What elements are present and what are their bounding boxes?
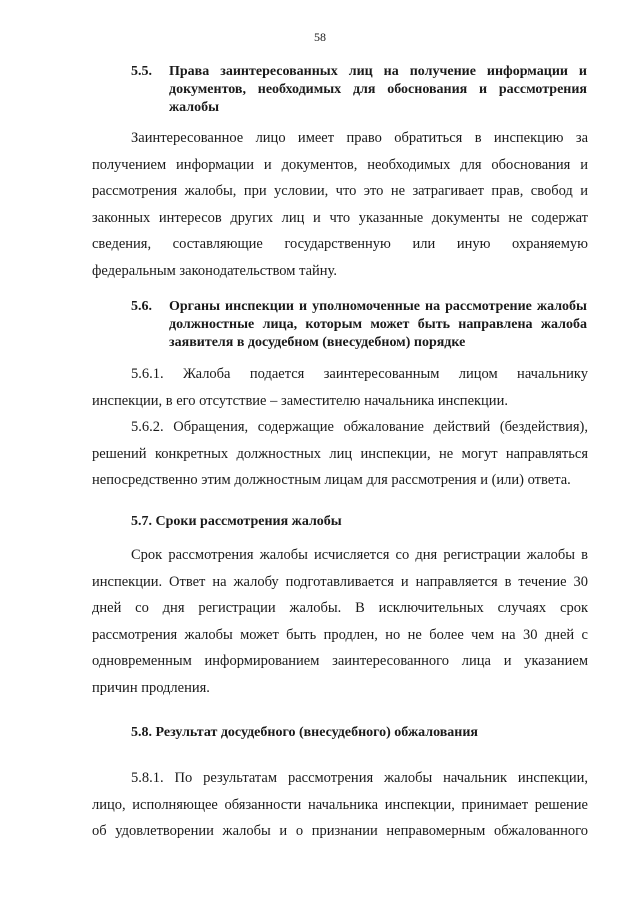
paragraph-line: дней со дня регистрации жалобы. В исключительных случаях срок: [92, 600, 588, 616]
section-number: 5.6.: [131, 299, 152, 314]
section-title: Органы инспекции и уполномоченные на рассмотрение жалобы должностные лица, которым может быть направлена жалоба заявителя в досудебном (внесудебном) порядке: [169, 299, 587, 350]
paragraph-line: инспекции. Ответ на жалобу подготавливается и направляется в течение 30: [92, 573, 588, 590]
paragraph-line: 5.6.2. Обращения, содержащие обжалование действий (бездействия),: [131, 419, 588, 435]
paragraph-line: об удовлетворении жалобы и о признании неправомерным обжалованного: [92, 823, 588, 839]
section-number: 5.5.: [131, 64, 152, 79]
section-5-7-paragraph: [92, 542, 588, 701]
section-5-5-paragraph: [92, 125, 588, 284]
paragraph-line: получением информации и документов, необходимых для обоснования и: [92, 156, 588, 173]
paragraph-line: сведения, составляющие государственную или иную охраняемую: [92, 236, 588, 252]
paragraph-line: федеральным законодательством тайну.: [92, 262, 337, 279]
section-title: Права заинтересованных лиц на получение информации и документов, необходимых для обоснования и рассмотрения жалобы: [169, 64, 587, 115]
paragraph-line: законных интересов других лиц и что указанные документы не содержат: [92, 209, 588, 226]
section-5-6-heading: [131, 298, 587, 352]
section-5-5-heading: [131, 63, 587, 117]
paragraph-line: решений конкретных должностных лиц инспекции, не могут направляться: [92, 445, 588, 462]
paragraph-line: причин продления.: [92, 679, 210, 696]
paragraph-line: непосредственно этим должностным лицам для рассмотрения и (или) ответа.: [92, 472, 571, 488]
section-5-6-1-paragraph: [92, 361, 588, 414]
paragraph-line: Срок рассмотрения жалобы исчисляется со дня регистрации жалобы в: [131, 547, 588, 563]
paragraph-line: 5.6.1. Жалоба подается заинтересованным лицом начальнику: [131, 366, 588, 382]
section-5-8-heading: 5.8. Результат досудебного (внесудебного) обжалования: [131, 725, 479, 740]
section-5-7-heading: 5.7. Сроки рассмотрения жалобы: [131, 514, 342, 529]
paragraph-line: Заинтересованное лицо имеет право обратиться в инспекцию за: [131, 130, 588, 146]
paragraph-line: рассмотрения жалобы, при условии, что это не затрагивает прав, свобод и: [92, 183, 588, 199]
page-number: 58: [314, 30, 326, 44]
paragraph-line: инспекции, в его отсутствие – заместителю начальника инспекции.: [92, 392, 508, 409]
paragraph-line: одновременным информированием заинтересованного лица и указанием: [92, 653, 588, 669]
paragraph-line: лицо, исполняющее обязанности начальника инспекции, принимает решение: [92, 796, 588, 813]
section-5-8-paragraph: [92, 765, 588, 845]
section-5-6-2-paragraph: [92, 414, 588, 494]
paragraph-line: 5.8.1. По результатам рассмотрения жалобы начальник инспекции,: [131, 770, 588, 786]
paragraph-line: рассмотрения жалобы может быть продлен, но не более чем на 30 дней с: [92, 626, 588, 643]
